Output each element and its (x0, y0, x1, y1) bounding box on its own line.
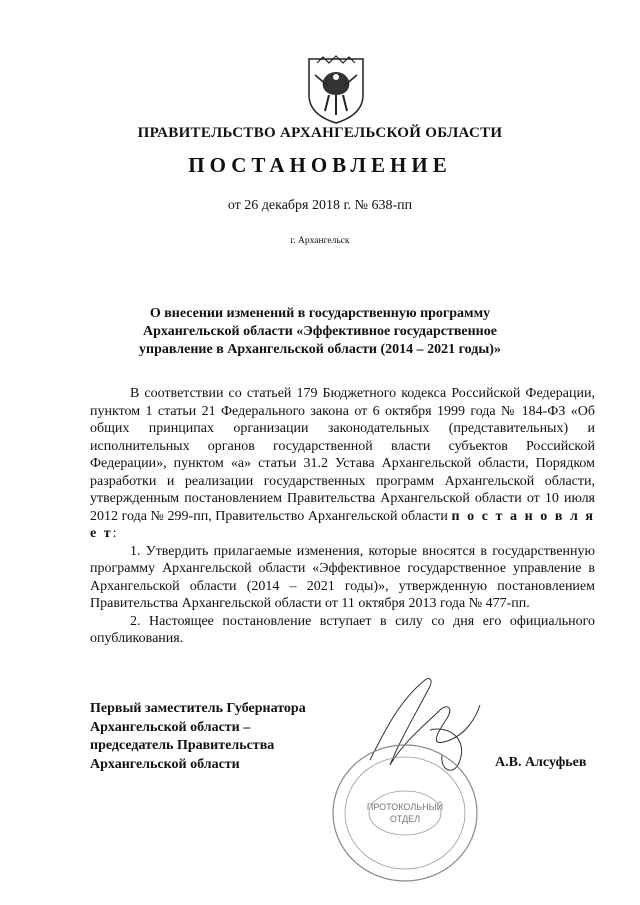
position-line: председатель Правительства (90, 738, 275, 753)
signatory-name: А.В. Алсуфьев (495, 755, 587, 770)
preamble-paragraph (90, 385, 595, 543)
title-line: Архангельской области «Эффективное государственное (143, 324, 497, 339)
stamp-text-line2: ОТДЕЛ (389, 814, 421, 824)
stamp-text-line1: ПРОТОКОЛЬНЫЙ (366, 802, 444, 812)
coat-of-arms-icon (305, 55, 367, 125)
date-number-line: от 26 декабря 2018 г. № 638-пп (227, 198, 413, 213)
position-line: Первый заместитель Губернатора (90, 701, 306, 716)
position-line: Архангельской области – (90, 719, 251, 735)
document-body (90, 385, 595, 648)
position-line: Архангельской области (90, 756, 240, 772)
signatory-position (90, 700, 306, 774)
document-title (120, 305, 520, 359)
resolves-word: п о с т а н о в л я е т (90, 508, 595, 541)
document-type: ПОСТАНОВЛЕНИЕ (188, 153, 452, 177)
title-line: О внесении изменений в государственную программу (149, 306, 491, 321)
city-label: г. Архангельск (290, 236, 350, 246)
organization-name: ПРАВИТЕЛЬСТВО АРХАНГЕЛЬСКОЙ ОБЛАСТИ (137, 125, 503, 141)
title-line: управление в Архангельской области (2014 – 2021 годы)» (139, 342, 501, 357)
item-1-paragraph: 1. Утвердить прилагаемые изменения, которые вносятся в государственную программу Архангельской области «Эффективное государственное управление в Архангельской области (2014 – 2021 годы)», утвержденную постановлением Правительства Архангельской области от 11 октября 2013 года № 477-пп. (90, 543, 595, 611)
item-2-paragraph: 2. Настоящее постановление вступает в силу со дня его официального опубликования. (90, 613, 595, 646)
official-stamp (325, 738, 485, 888)
resolves-colon: : (112, 526, 117, 541)
preamble-text: В соответствии со статьей 179 Бюджетного кодекса Российской Федерации, пунктом 1 статьи 21 Федерального закона от 6 октября 1999 года № 184-ФЗ «Об общих принципах организации законодательных (представительных) и исполнительных органов государственной власти субъектов Российской Федерации», пунктом «а» статьи 31.2 Устава Архангельской области, Порядком разработки и реализации государственных программ Архангельской области, утвержденным постановлением Правительства Архангельской области от 10 июля 2012 года № 299-пп, Правительство Архангельской области (90, 386, 595, 524)
